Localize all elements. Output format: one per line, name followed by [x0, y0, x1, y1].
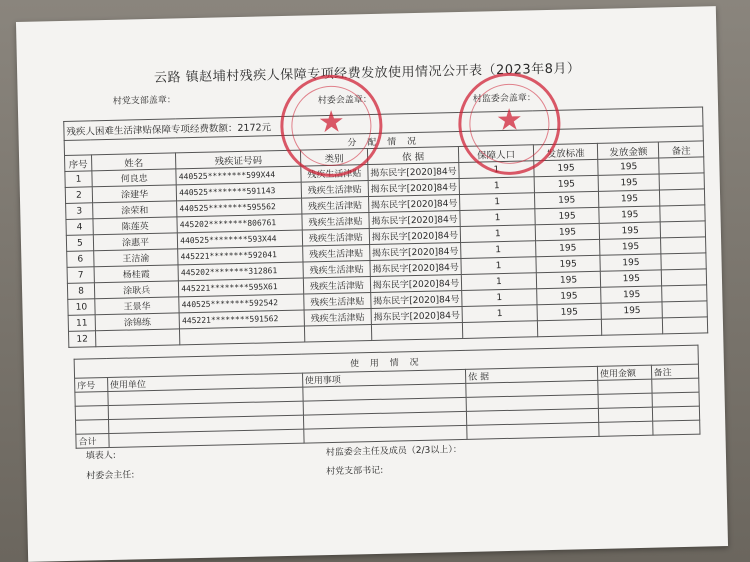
cell-name: [95, 329, 180, 347]
cell-amt: 195: [600, 254, 661, 271]
usage-header-matter: 使用事项: [302, 369, 466, 387]
document-sheet: [16, 6, 728, 562]
header-basis: 依 据: [367, 146, 459, 164]
star-icon: ★: [495, 102, 524, 139]
cell-std: 195: [536, 255, 601, 272]
cell-id: 440525********592542: [179, 294, 304, 313]
filler-label: 填表人:: [85, 450, 116, 462]
cell-id: 440525********599X44: [176, 166, 301, 185]
cell-name: 杨桂霞: [94, 265, 179, 283]
cell-basis: 揭东民字[2020]84号: [370, 274, 462, 292]
usage-header-amount: 使用金额: [597, 365, 651, 380]
cell-no: 5: [66, 235, 93, 252]
cell-std: 195: [535, 207, 600, 224]
cell-basis: 揭东民字[2020]84号: [369, 226, 461, 244]
cell-no: 10: [68, 299, 95, 316]
cell-std: 195: [534, 191, 599, 208]
cell-pop: [463, 321, 538, 339]
cell-amt: 195: [599, 206, 660, 223]
cell-remark: [660, 189, 705, 206]
party-stamp-label: 村党支部盖章：: [112, 95, 176, 107]
cell-remark: [660, 221, 705, 238]
cell-basis: 揭东民字[2020]84号: [371, 290, 463, 308]
cell-std: 195: [537, 303, 602, 320]
cell-id: 445202********806761: [177, 214, 302, 233]
cell-remark: [663, 317, 708, 334]
header-id: 残疾证号码: [176, 150, 301, 169]
cell-id: 440525********593X44: [178, 230, 303, 249]
cell-basis: 揭东民字[2020]84号: [368, 194, 460, 212]
cell-cat: 残疾生活津贴: [302, 213, 369, 231]
cell-pop: 1: [460, 193, 535, 211]
cell-cat: 残疾生活津贴: [301, 197, 368, 215]
village-director-label: 村委会主任:: [86, 470, 135, 482]
cell-no: 2: [65, 187, 92, 204]
header-category: 类别: [300, 149, 367, 167]
cell-std: 195: [536, 271, 601, 288]
usage-header-no: 序号: [75, 378, 108, 393]
funds-line: 残疾人困难生活津贴保障专项经费数额：2172元: [64, 107, 703, 140]
villagers-stamp-label: 村委会盖章：: [317, 94, 372, 107]
cell-basis: 揭东民字[2020]84号: [368, 178, 460, 196]
cell-name: 涂耿兵: [94, 281, 179, 299]
usage-header-remark: 备注: [651, 364, 699, 379]
distribution-table: [63, 102, 708, 347]
header-population: 保障人口: [459, 145, 534, 163]
cell-no: 7: [67, 267, 94, 284]
cell-cat: 残疾生活津贴: [303, 245, 370, 263]
cell-id: 445202********312861: [178, 262, 303, 281]
cell-pop: 1: [459, 161, 534, 179]
cell-remark: [659, 173, 704, 190]
header-remark: 备注: [659, 141, 704, 158]
cell-basis: [371, 322, 463, 340]
usage-total-label: 合计: [76, 434, 109, 449]
cell-no: 4: [66, 219, 93, 236]
header-name: 姓名: [91, 153, 176, 171]
cell-name: 王洁渝: [94, 249, 179, 267]
cell-no: 12: [68, 331, 95, 348]
cell-amt: 195: [598, 158, 659, 175]
cell-basis: 揭东民字[2020]84号: [369, 242, 461, 260]
committee-members-label: 村监委会主任及成员（2/3以上）：: [325, 445, 462, 459]
section-distribution: 分 配 情 况: [64, 126, 703, 155]
cell-name: 涂荣和: [93, 201, 178, 219]
cell-amt: 195: [600, 238, 661, 255]
cell-remark: [662, 285, 707, 302]
cell-no: 8: [67, 283, 94, 300]
cell-name: 涂锦练: [95, 313, 180, 331]
cell-pop: 1: [462, 289, 537, 307]
cell-name: 陈莲英: [93, 217, 178, 235]
cell-cat: 残疾生活津贴: [301, 165, 368, 183]
cell-std: 195: [534, 175, 599, 192]
cell-cat: 残疾生活津贴: [303, 277, 370, 295]
cell-id: 440525********595562: [177, 198, 302, 217]
cell-amt: 195: [601, 286, 662, 303]
cell-amt: 195: [600, 222, 661, 239]
supervision-stamp-label: 村监委会盖章：: [472, 93, 536, 105]
cell-std: 195: [534, 159, 599, 176]
cell-amt: 195: [599, 190, 660, 207]
cell-name: 涂建华: [92, 185, 177, 203]
cell-pop: 1: [462, 273, 537, 291]
cell-remark: [661, 253, 706, 270]
cell-remark: [661, 237, 706, 254]
cell-no: 3: [66, 203, 93, 220]
cell-id: 440525********591143: [176, 182, 301, 201]
cell-no: 1: [65, 171, 92, 188]
cell-id: 445221********591562: [179, 310, 304, 329]
cell-pop: 1: [459, 177, 534, 195]
cell-cat: 残疾生活津贴: [304, 309, 371, 327]
cell-std: 195: [535, 223, 600, 240]
cell-amt: 195: [601, 302, 662, 319]
cell-pop: 1: [460, 209, 535, 227]
cell-basis: 揭东民字[2020]84号: [370, 258, 462, 276]
cell-cat: 残疾生活津贴: [302, 229, 369, 247]
cell-pop: 1: [462, 305, 537, 323]
cell-name: 涂惠平: [93, 233, 178, 251]
cell-remark: [660, 205, 705, 222]
cell-std: 195: [536, 287, 601, 304]
star-icon: ★: [317, 104, 346, 141]
cell-cat: 残疾生活津贴: [304, 293, 371, 311]
cell-remark: [659, 157, 704, 174]
cell-basis: 揭东民字[2020]84号: [368, 162, 460, 180]
cell-remark: [661, 269, 706, 286]
header-no: 序号: [65, 155, 92, 172]
cell-id: 445221********595X61: [179, 278, 304, 297]
party-secretary-label: 村党支部书记:: [326, 465, 384, 478]
cell-std: 195: [535, 239, 600, 256]
page-title: 云路 镇赵埔村残疾人保障专项经费发放使用情况公开表（2023年8月）: [153, 61, 581, 86]
cell-remark: [662, 301, 707, 318]
cell-cat: [304, 325, 371, 343]
cell-no: 11: [68, 315, 95, 332]
cell-pop: 1: [460, 225, 535, 243]
cell-id: [180, 326, 305, 345]
cell-amt: [602, 318, 663, 335]
usage-header-unit: 使用单位: [107, 373, 302, 391]
cell-id: 445221********592041: [178, 246, 303, 265]
cell-cat: 残疾生活津贴: [301, 181, 368, 199]
header-amount: 发放金额: [598, 142, 659, 159]
cell-pop: 1: [461, 241, 536, 259]
usage-table: [74, 345, 701, 449]
cell-basis: 揭东民字[2020]84号: [369, 210, 461, 228]
cell-name: 何良忠: [92, 169, 177, 187]
cell-cat: 残疾生活津贴: [303, 261, 370, 279]
distribution-body: [65, 157, 708, 347]
cell-amt: 195: [599, 174, 660, 191]
cell-amt: 195: [601, 270, 662, 287]
cell-no: 6: [67, 251, 94, 268]
cell-std: [537, 319, 602, 336]
cell-basis: 揭东民字[2020]84号: [371, 306, 463, 324]
section-usage: 使 用 情 况: [74, 345, 698, 378]
cell-pop: 1: [461, 257, 536, 275]
cell-name: 王景华: [95, 297, 180, 315]
usage-header-basis: 依 据: [466, 366, 598, 383]
header-standard: 发放标准: [533, 143, 598, 160]
